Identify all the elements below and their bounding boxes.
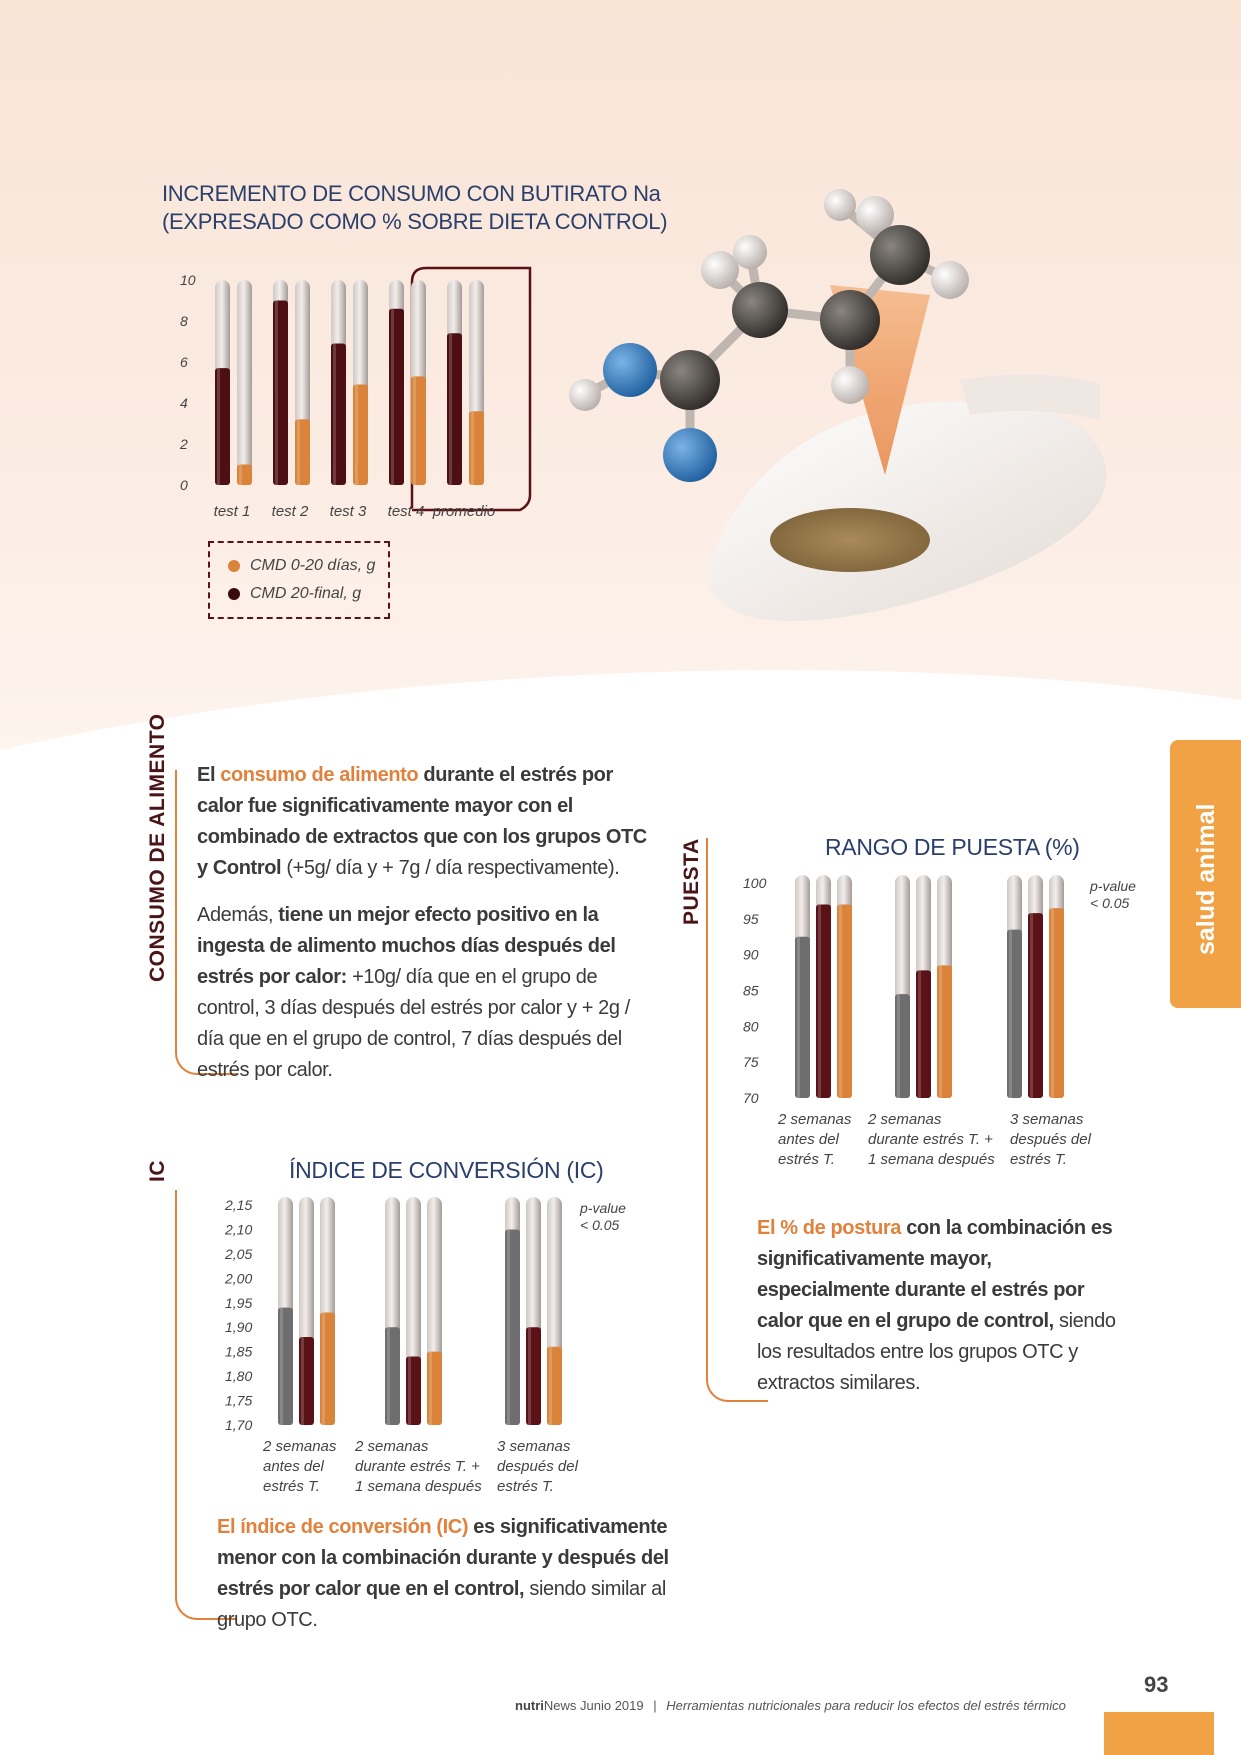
pvalue-0: p-value [580,1200,626,1216]
footer-brand: nutri [515,1698,544,1713]
bar-g0-s0-shine [280,1308,283,1425]
xlabel-2: test 3 [329,503,367,520]
bar-20-final-4-shine [449,333,452,485]
ic-section-label: IC [146,1160,169,1182]
xlabel-g2-0: 3 semanas [497,1438,571,1455]
xlabel-g0-1: antes del [263,1458,324,1475]
bar-g1-s2-shine [429,1352,432,1425]
bar-20-final-2-shine [333,344,336,485]
xlabel-g1-2: 1 semana después [355,1478,482,1495]
bar-g2-s1-shine [1030,913,1033,1098]
bar-0-20-1-shine [297,419,300,485]
consumo-paragraph-2 [197,900,637,1086]
ytick-9: 2,15 [225,1197,253,1213]
xlabel-g0-2: estrés T. [778,1151,835,1168]
ytick-10: 10 [180,272,196,288]
ic-chart-title: ÍNDICE DE CONVERSIÓN (IC) [289,1157,604,1183]
bar-20-final-1-shine [275,301,278,486]
bar-g2-s2-shine [549,1347,552,1425]
consumo-paragraph-1 [197,760,657,884]
legend-item-0-20 [228,557,375,575]
puesta-paragraph [757,1213,1127,1399]
bar-g1-s0-shine [897,994,900,1098]
ytick-3: 85 [743,982,759,999]
bar-g0-s1-shine [301,1337,304,1425]
bar-g0-s0-shine [797,937,800,1098]
puesta-text-b: con la combinación es significativamente mayor, especialmente durante el estrés por calor que en el grupo de control, [757,1217,1113,1332]
footer [515,1698,1066,1713]
consumo-legend [208,541,390,619]
consumo-bar-chart [180,260,550,530]
bar-g0-s2-shine [839,905,842,1099]
puesta-text-c: siendo los resultados entre los grupos OTC y extractos similares. [757,1310,1116,1394]
pvalue-1: < 0.05 [580,1217,620,1233]
xlabel-g1-0: 2 semanas [355,1438,429,1455]
puesta-chart-title: RANGO DE PUESTA (%) [825,834,1080,860]
bar-20-final-3-shine [391,309,394,485]
legend-label-0-20: CMD 0-20 días, g [250,557,376,574]
ytick-0: 0 [180,477,188,493]
xlabel-g2-2: estrés T. [1010,1151,1067,1168]
bar-0-20-3-shine [413,376,416,485]
ytick-2: 80 [743,1018,759,1035]
ic-paragraph [217,1512,697,1636]
ic-highlight: El índice de conversión (IC) [217,1516,469,1538]
footer-separator: | [653,1698,657,1713]
ytick-8: 2,10 [225,1221,253,1238]
ytick-6: 6 [180,354,188,370]
ytick-4: 1,90 [225,1319,253,1336]
bar-20-final-0-shine [217,368,220,485]
xlabel-g1-1: durante estrés T. + [355,1458,480,1475]
puesta-highlight: El % de postura [757,1217,902,1239]
consumo-p1-c: (+5g/ día y + 7g / día respectivamente). [281,857,620,879]
xlabel-g2-0: 3 semanas [1010,1111,1084,1128]
ytick-4: 90 [743,946,759,963]
consumo-p1-highlight: consumo de alimento [220,764,419,786]
ytick-5: 1,95 [225,1294,253,1311]
ic-text-c: siendo similar al grupo OTC. [217,1578,666,1631]
xlabel-g0-1: antes del [778,1131,839,1148]
ytick-6: 100 [743,875,767,891]
bar-g0-s2-shine [322,1313,325,1425]
ytick-6: 2,00 [225,1270,253,1287]
footer-issue: News Junio 2019 [543,1698,644,1713]
consumo-chart-title [162,180,667,236]
section-tab-label: salud animal [1192,803,1220,955]
page-number-bar [1104,1712,1214,1755]
ytick-2: 2 [180,436,188,452]
ytick-2: 1,80 [225,1368,253,1385]
xlabel-g1-0: 2 semanas [868,1111,942,1128]
consumo-p1-b: durante el estrés por calor fue significativamente mayor con el combinado de extractos que con los grupos OTC y Control [197,764,647,879]
bar-g1-s2-shine [939,965,942,1098]
bar-0-20-4-shine [471,411,474,485]
bar-g1-s1-shine [408,1357,411,1425]
ytick-0: 70 [743,1090,759,1106]
bar-0-20-0-shine [239,465,242,486]
legend-label-20-final: CMD 20-final, g [250,585,362,602]
consumo-section-label: CONSUMO DE ALIMENTO [146,713,169,982]
xlabel-g2-1: después del [497,1458,578,1475]
consumo-chart-title-line1: INCREMENTO DE CONSUMO CON BUTIRATO Na [162,181,661,206]
page-number: 93 [1144,1672,1169,1697]
ytick-4: 4 [180,395,188,411]
ytick-1: 1,75 [225,1392,253,1409]
xlabel-4: promedio [432,503,496,520]
pvalue-0: p-value [1090,878,1136,894]
xlabel-1: test 2 [271,503,309,520]
pvalue-1: < 0.05 [1090,895,1130,911]
xlabel-0: test 1 [213,503,251,520]
ytick-5: 95 [743,910,759,927]
bar-g2-s1-shine [528,1327,531,1425]
consumo-p2-c: +10g/ día que en el grupo de control, 3 días después del estrés por calor y + 2g / día que en el grupo de control, 7 días después del estrés por calor. [197,966,630,1081]
ytick-0: 1,70 [225,1417,253,1433]
ic-bar-chart [205,1190,655,1500]
bar-0-20-2-shine [355,385,358,485]
footer-title: Herramientas nutricionales para reducir los efectos del estrés térmico [666,1698,1066,1713]
xlabel-g0-2: estrés T. [263,1478,320,1495]
legend-item-20-final [228,585,361,603]
consumo-p2-b: tiene un mejor efecto positivo en la ingesta de alimento muchos días después del estrés por calor: [197,904,616,988]
bar-g1-s0-shine [387,1327,390,1425]
bar-g0-s1-shine [818,905,821,1099]
molecule-illustration [560,170,1120,650]
legend-dot-maroon-icon [228,588,240,600]
xlabel-3: test 4 [387,503,425,520]
bar-g1-s1-shine [918,970,921,1098]
ytick-7: 2,05 [225,1245,253,1262]
bar-g2-s0-shine [1009,930,1012,1098]
xlabel-g1-2: 1 semana después [868,1151,995,1168]
consumo-p2-a: Además, [197,904,279,926]
consumo-chart-title-line2: (EXPRESADO COMO % SOBRE DIETA CONTROL) [162,209,668,234]
xlabel-g1-1: durante estrés T. + [868,1131,993,1148]
xlabel-g2-2: estrés T. [497,1478,554,1495]
consumo-p1-a: El [197,764,221,786]
xlabel-g2-1: después del [1010,1131,1091,1148]
bar-g2-s2-shine [1051,908,1054,1098]
ytick-8: 8 [180,313,188,329]
puesta-section-label: PUESTA [680,838,703,925]
ytick-1: 75 [743,1054,759,1071]
xlabel-g0-0: 2 semanas [263,1438,337,1455]
xlabel-g0-0: 2 semanas [778,1111,852,1128]
ic-text-b: es significativamente menor con la combinación durante y después del estrés por calor que en el control, [217,1516,669,1600]
bar-g2-s0-shine [507,1229,510,1425]
puesta-bar-chart [730,868,1150,1178]
ytick-3: 1,85 [225,1343,253,1360]
legend-dot-orange-icon [228,560,240,572]
bar-0-20-0-tube [237,280,252,485]
